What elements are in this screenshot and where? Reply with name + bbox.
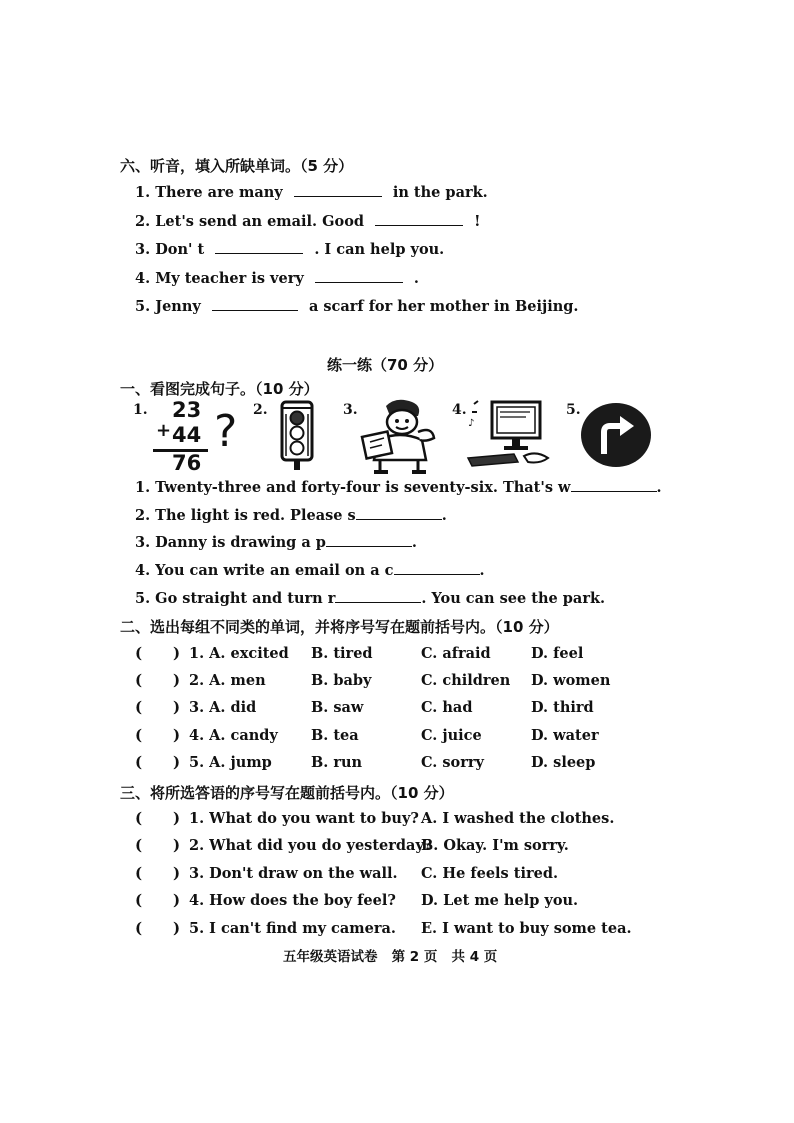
math-plus-sign: + (156, 420, 172, 441)
picture-label-4: 4. (452, 402, 467, 418)
item-text: 2. The light is red. Please s (135, 507, 356, 524)
picture-label-3: 3. (343, 402, 358, 418)
answer-blank[interactable] (335, 590, 421, 603)
page-footer: 五年级英语试卷 第 2 页 共 4 页 (283, 949, 498, 965)
item-text: 4. You can write an email on a c (135, 562, 394, 579)
answer-bracket-open[interactable]: ( (135, 809, 143, 827)
answer-bracket-close: ) (173, 671, 181, 689)
item-post: . (411, 534, 417, 551)
math-addend-a: 23 (172, 398, 202, 422)
option-b: B. baby (311, 672, 372, 689)
item-text: 1. Twenty-three and forty-four is seventy-six. That's w (135, 479, 571, 496)
answer-blank[interactable] (394, 562, 480, 575)
answer-blank[interactable] (315, 270, 403, 283)
math-sum: 76 (172, 451, 202, 475)
response-text: A. I washed the clothes. (421, 810, 615, 827)
item-post: . (413, 270, 419, 287)
answer-blank[interactable] (212, 298, 298, 311)
answer-bracket-close: ) (173, 809, 181, 827)
item-post: ! (474, 213, 481, 230)
answer-blank[interactable] (571, 479, 657, 492)
answer-bracket-close: ) (173, 753, 181, 771)
option-a: 2. A. men (189, 672, 266, 689)
question-text: 5. I can't find my camera. (189, 920, 396, 937)
section1-item-2 (135, 507, 447, 524)
option-a: 5. A. jump (189, 754, 272, 771)
item-text: 5. Go straight and turn r (135, 590, 336, 607)
item-num: 1. (135, 184, 151, 201)
practice-title: 练一练（70 分） (327, 356, 444, 374)
item-num: 5. (135, 298, 151, 315)
answer-bracket-close: ) (173, 919, 181, 937)
option-d: D. feel (531, 645, 584, 662)
option-a: 3. A. did (189, 699, 257, 716)
option-a: 4. A. candy (189, 727, 278, 744)
item-post: a scarf for her mother in Beijing. (308, 298, 579, 315)
answer-bracket-open[interactable]: ( (135, 891, 143, 909)
answer-blank[interactable] (294, 184, 382, 197)
section1-item-3 (135, 534, 417, 551)
answer-bracket-open[interactable]: ( (135, 836, 143, 854)
section1-item-4 (135, 562, 485, 579)
option-d: D. sleep (531, 754, 596, 771)
answer-blank[interactable] (215, 241, 303, 254)
item-pre: Don' t (155, 241, 205, 258)
item-pre: My teacher is very (155, 270, 304, 287)
section6-item-3 (135, 241, 444, 258)
option-b: B. tired (311, 645, 373, 662)
response-text: D. Let me help you. (421, 892, 579, 909)
answer-bracket-close: ) (173, 644, 181, 662)
item-post: . (441, 507, 447, 524)
math-question-mark: ? (214, 406, 238, 457)
answer-bracket-close: ) (173, 836, 181, 854)
option-c: C. sorry (421, 754, 484, 771)
question-text: 2. What did you do yesterday? (189, 837, 433, 854)
section1-item-1 (135, 479, 662, 496)
answer-bracket-open[interactable]: ( (135, 753, 143, 771)
response-text: E. I want to buy some tea. (421, 920, 632, 937)
answer-bracket-open[interactable]: ( (135, 644, 143, 662)
answer-bracket-close: ) (173, 864, 181, 882)
item-pre: Let's send an email. Good (155, 213, 365, 230)
option-d: D. women (531, 672, 611, 689)
picture-label-5: 5. (566, 402, 581, 418)
section6-item-1 (135, 184, 488, 201)
answer-bracket-close: ) (173, 726, 181, 744)
answer-bracket-close: ) (173, 698, 181, 716)
item-num: 4. (135, 270, 151, 287)
option-b: B. run (311, 754, 363, 771)
item-text: 3. Danny is drawing a p (135, 534, 326, 551)
answer-blank[interactable] (356, 507, 442, 520)
question-text: 4. How does the boy feel? (189, 892, 396, 909)
answer-bracket-close: ) (173, 891, 181, 909)
answer-blank[interactable] (326, 534, 412, 547)
computer-icon (464, 398, 554, 468)
question-text: 3. Don't draw on the wall. (189, 865, 398, 882)
section6-title: 六、听音，填入所缺单词。（5 分） (120, 157, 354, 175)
item-post: . (479, 562, 485, 579)
boy-drawing-icon (356, 396, 440, 476)
item-pre: There are many (155, 184, 283, 201)
section6-item-5 (135, 298, 578, 315)
svg-text:♪: ♪ (468, 418, 475, 429)
answer-bracket-open[interactable]: ( (135, 864, 143, 882)
section6-item-4 (135, 270, 419, 287)
item-num: 3. (135, 241, 151, 258)
question-text: 1. What do you want to buy? (189, 810, 419, 827)
answer-blank[interactable] (375, 213, 463, 226)
option-c: C. juice (421, 727, 482, 744)
option-b: B. saw (311, 699, 364, 716)
option-c: C. children (421, 672, 511, 689)
answer-bracket-open[interactable]: ( (135, 726, 143, 744)
answer-bracket-open[interactable]: ( (135, 671, 143, 689)
response-text: B. Okay. I'm sorry. (421, 837, 569, 854)
traffic-light-icon (272, 400, 322, 472)
math-addend-b: 44 (172, 423, 202, 447)
section1-item-5 (135, 590, 605, 607)
answer-bracket-open[interactable]: ( (135, 919, 143, 937)
answer-bracket-open[interactable]: ( (135, 698, 143, 716)
item-post: . You can see the park. (421, 590, 606, 607)
section6-item-2 (135, 213, 481, 230)
option-c: C. afraid (421, 645, 491, 662)
option-b: B. tea (311, 727, 359, 744)
section2-title: 二、选出每组不同类的单词，并将序号写在题前括号内。（10 分） (120, 618, 559, 636)
item-post: . I can help you. (314, 241, 445, 258)
turn-right-sign-icon (580, 402, 652, 468)
item-num: 2. (135, 213, 151, 230)
item-post: . (656, 479, 662, 496)
picture-label-2: 2. (253, 402, 268, 418)
item-post: in the park. (392, 184, 488, 201)
section1-title: 一、看图完成句子。（10 分） (120, 380, 319, 398)
option-d: D. water (531, 727, 599, 744)
response-text: C. He feels tired. (421, 865, 559, 882)
section3-title: 三、将所选答语的序号写在题前括号内。（10 分） (120, 784, 454, 802)
item-pre: Jenny (155, 298, 201, 315)
option-d: D. third (531, 699, 594, 716)
picture-label-1: 1. (133, 402, 148, 418)
option-a: 1. A. excited (189, 645, 289, 662)
option-c: C. had (421, 699, 473, 716)
